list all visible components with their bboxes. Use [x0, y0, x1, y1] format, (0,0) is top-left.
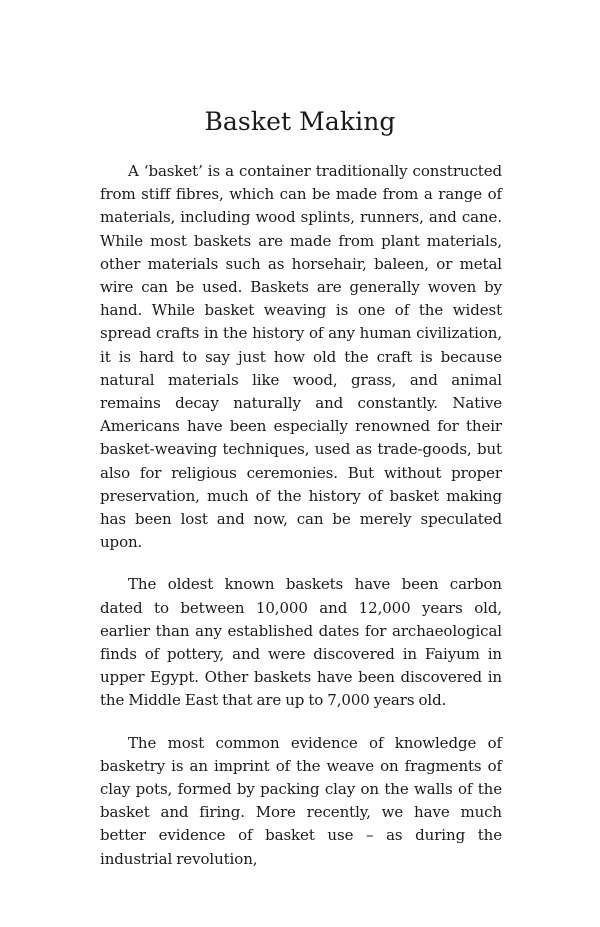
paragraph-1: A ‘basket’ is a container traditionally constructed from stiff fibres, which can be made from a range of materials, including wood splints, runners, and cane. While most baskets are made from plant materials, other materials such as horsehair, baleen, or metal wire can be used. Baskets are generally woven by hand. While basket weaving is one of the widest spread crafts in the history of any human civilization, it is hard to say just how old the craft is because natural materials like wood, grass, and animal remains decay naturally and constantly. Native Americans have been especially renowned for their basket-weaving techniques, used as trade-goods, but also for religious ceremonies. But without proper preservation, much of the history of basket making has been lost and now, can be merely speculated upon. [100, 162, 502, 552]
paragraph-3: The most common evidence of knowledge of basketry is an imprint of the weave on fragments of clay pots, formed by packing clay on the walls of the basket and firing. More recently, we have much better evidence of basket use – as during the industrial revolution, [100, 733, 502, 868]
paragraph-2: The oldest known baskets have been carbon dated to between 10,000 and 12,000 years old, earlier than any established dates for archaeological finds of pottery, and were discovered in Faiyum in upper Egypt. Other baskets have been discovered in the Middle East that are up to 7,000 years old. [100, 575, 502, 710]
body-text [100, 160, 502, 871]
page-title: Basket Making [204, 107, 396, 136]
